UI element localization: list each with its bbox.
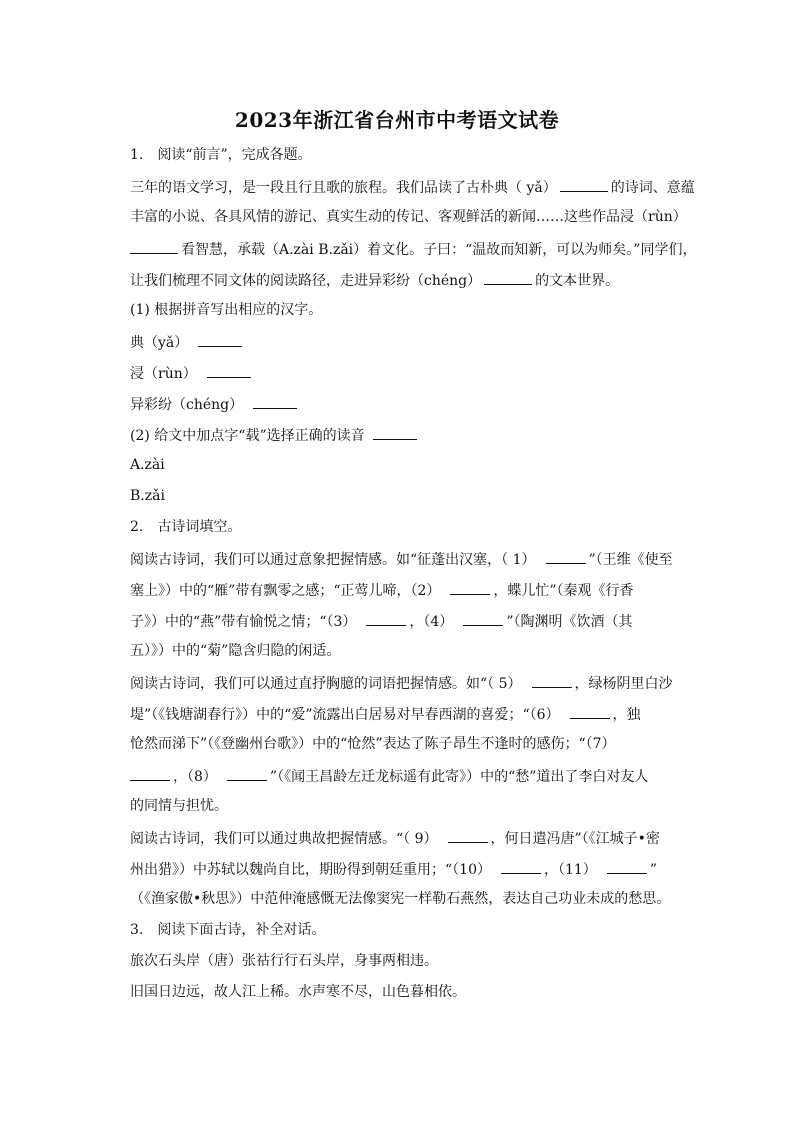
passage-line: 塞上》）中的“雁”带有飘零之感；“正莺儿啼，（2） ，蝶儿忙”（秦观《行香 — [130, 579, 702, 601]
question-3-heading: 3. 阅读下面古诗，补全对话。 — [130, 922, 326, 938]
passage-line: 让我们梳理不同文体的阅读路径，走进异彩纷（chéng） 的文本世界。 — [130, 269, 702, 291]
answer-blank[interactable] — [463, 610, 503, 626]
poem-line: 旧国日边远，故人江上稀。水声寒不尽，山色暮相依。 — [130, 984, 466, 1000]
page-title: 2023年浙江省台州市中考语文试卷 — [234, 108, 560, 132]
question-2-heading: 2. 古诗词填空。 — [130, 519, 242, 535]
sub-question-2: (2) 给文中加点字“载”选择正确的读音 — [130, 424, 702, 446]
passage-line: 怆然而涕下”（《登幽州台歌》）中的“怆然”表达了陈子昂生不逢时的感伤；“（7） — [130, 736, 616, 752]
passage-line: ，（8） ”（《闻王昌龄左迁龙标遥有此寄》）中的“愁”道出了李白对友人 — [130, 765, 702, 787]
answer-blank[interactable] — [607, 858, 647, 874]
answer-line: 异彩纷（chéng） — [130, 393, 702, 415]
answer-blank[interactable] — [366, 610, 406, 626]
answer-line: 浸（rùn） — [130, 362, 702, 384]
passage-line: 堤”（《钱塘湖春行》）中的“爱”流露出白居易对早春西湖的喜爱；“（6） ，独 — [130, 703, 702, 725]
passage-line: 州出猎》）中苏轼以魏尚自比，期盼得到朝廷重用；“（10） ，（11） ” — [130, 858, 702, 880]
passage-line: 阅读古诗词，我们可以通过意象把握情感。如“征蓬出汉塞，（ 1） ”（王维《使至 — [130, 548, 702, 570]
passage-line: 阅读古诗词，我们可以通过直抒胸臆的词语把握情感。如“（ 5） ，绿杨阴里白沙 — [130, 672, 702, 694]
passage-line: 三年的语文学习，是一段且行且歌的旅程。我们品读了古朴典（ yǎ） 的诗词、意蕴 — [130, 176, 702, 198]
option-b[interactable]: B.zǎi — [130, 488, 165, 504]
passage-line: （《渔家傲•秋思》）中范仲淹感慨无法像窦宪一样勒石燕然，表达自己功业未成的愁思。 — [130, 891, 671, 907]
answer-line: 典（yǎ） — [130, 331, 702, 353]
answer-blank[interactable] — [198, 331, 242, 347]
answer-blank[interactable] — [546, 548, 586, 564]
poem-line: 旅次石头岸（唐）张祜行行石头岸，身事两相违。 — [130, 953, 438, 969]
passage-line: 五）》）中的“菊”隐含归隐的闲适。 — [130, 643, 341, 659]
passage-line: 的同情与担忧。 — [130, 798, 228, 814]
answer-blank[interactable] — [227, 765, 267, 781]
passage-line: 看智慧，承载（A.zài B.zǎi）着文化。子曰：“温故而知新，可以为师矣。”同学们， — [130, 238, 702, 260]
answer-blank[interactable] — [448, 827, 488, 843]
answer-blank[interactable] — [373, 424, 417, 440]
answer-blank[interactable] — [501, 858, 541, 874]
answer-blank[interactable] — [532, 672, 572, 688]
answer-blank[interactable] — [570, 703, 610, 719]
sub-question-1: (1) 根据拼音写出相应的汉字。 — [130, 302, 323, 318]
answer-blank[interactable] — [484, 269, 532, 285]
passage-line: 丰富的小说、各具风情的游记、真实生动的传记、客观鲜活的新闻……这些作品浸（rùn） — [130, 209, 687, 225]
answer-blank[interactable] — [207, 362, 251, 378]
answer-blank[interactable] — [253, 393, 297, 409]
answer-blank[interactable] — [130, 238, 178, 254]
answer-blank[interactable] — [560, 176, 608, 192]
question-1-heading: 1. 阅读“前言”，完成各题。 — [130, 147, 312, 163]
option-a[interactable]: A.zài — [130, 457, 165, 473]
passage-line: 阅读古诗词，我们可以通过典故把握情感。“（ 9） ，何日遣冯唐”（《江城子•密 — [130, 827, 702, 849]
answer-blank[interactable] — [450, 579, 490, 595]
passage-line: 子》）中的“燕”带有愉悦之情；“（3） ，（4） ”（陶渊明《饮酒（其 — [130, 610, 702, 632]
answer-blank[interactable] — [130, 765, 170, 781]
